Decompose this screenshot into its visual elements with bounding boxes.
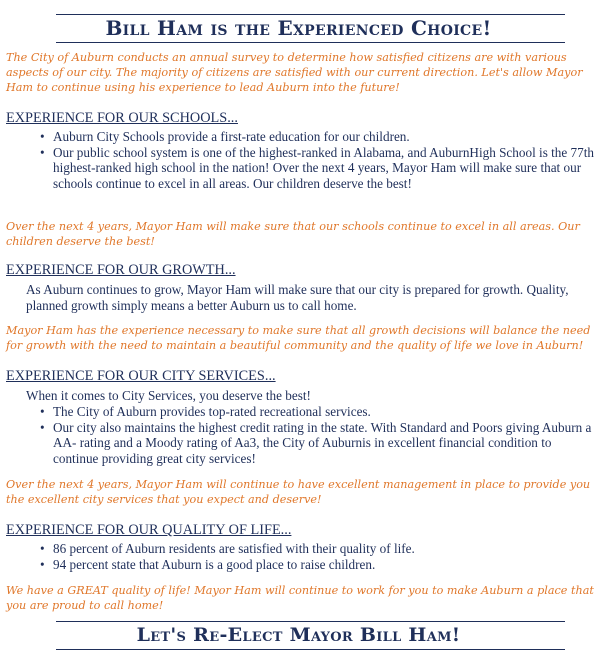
bullet-icon: • [40, 144, 45, 160]
schools-bullet-text: Auburn City Schools provide a first-rate education for our children. [53, 129, 410, 144]
schools-bullet-list [40, 129, 597, 191]
quality-bullet-text: 94 percent state that Auburn is a good place to raise children. [53, 556, 376, 572]
bullet-icon: • [40, 129, 45, 144]
services-paragraph: When it comes to City Services, you deserve the best! [26, 388, 311, 403]
closing-title: Let's Re-Elect Mayor Bill Ham! [136, 624, 461, 646]
schools-bullet-text: Our public school system is one of the highest-ranked in Alabama, and AuburnHigh School is the 77th highest-ranked high school in the nation! Over the next 4 years, Mayor Ham will make sure that our schools continue to excel in all areas. Our children deserve the best! [53, 144, 594, 191]
list-item [40, 557, 597, 573]
growth-callout: Mayor Ham has the experience necessary to make sure that all growth decisions will balance the need for growth with the need to maintain a beautiful community and the quality of life we love in Auburn! [6, 324, 591, 353]
growth-heading: EXPERIENCE FOR OUR GROWTH... [6, 262, 236, 278]
services-bullet-list [40, 404, 597, 466]
list-item [40, 541, 597, 557]
bullet-icon: • [40, 556, 45, 572]
title-top-rule [56, 14, 565, 15]
closing-bottom-rule [56, 649, 565, 650]
services-heading: EXPERIENCE FOR OUR CITY SERVICES... [6, 368, 276, 384]
services-bullet-text: Our city also maintains the highest credit rating in the state. With Standard and Poors giving Auburn a AA- rating and a Moody rating of Aa3, the City of Auburnis in excellent financial condition to continue providing great city services! [53, 419, 592, 466]
intro-text: The City of Auburn conducts an annual survey to determine how satisfied citizens are with various aspects of our city. The majority of citizens are satisfied with our current direction. Let's allow Mayor Ham to continue using his experience to lead Auburn into the future! [6, 51, 583, 95]
growth-paragraph: As Auburn continues to grow, Mayor Ham will make sure that our city is prepared for growth. Quality, planned growth simply means a better Auburn us to call home. [26, 282, 569, 313]
bullet-icon: • [40, 404, 45, 419]
closing-top-rule [56, 621, 565, 622]
list-item [40, 129, 597, 145]
title-bottom-rule [56, 42, 565, 43]
quality-bullet-list [40, 541, 597, 572]
list-item [40, 404, 597, 420]
quality-heading: EXPERIENCE FOR OUR QUALITY OF LIFE... [6, 522, 292, 538]
list-item [40, 420, 597, 467]
quality-callout: We have a GREAT quality of life! Mayor Ham will continue to work for you to make Auburn a place that you are proud to call home! [6, 584, 594, 613]
bullet-icon: • [40, 541, 45, 556]
schools-heading: EXPERIENCE FOR OUR SCHOOLS... [6, 110, 238, 126]
bullet-icon: • [40, 419, 45, 435]
services-callout: Over the next 4 years, Mayor Ham will continue to have excellent management in place to provide you the excellent city services that you expect and deserve! [6, 478, 591, 507]
list-item [40, 145, 597, 192]
services-bullet-text: The City of Auburn provides top-rated recreational services. [53, 404, 371, 419]
page-title: Bill Ham is the Experienced Choice! [105, 16, 492, 40]
quality-bullet-text: 86 percent of Auburn residents are satisfied with their quality of life. [53, 541, 415, 556]
schools-callout: Over the next 4 years, Mayor Ham will make sure that our schools continue to excel in all areas. Our children deserve the best! [6, 220, 580, 249]
